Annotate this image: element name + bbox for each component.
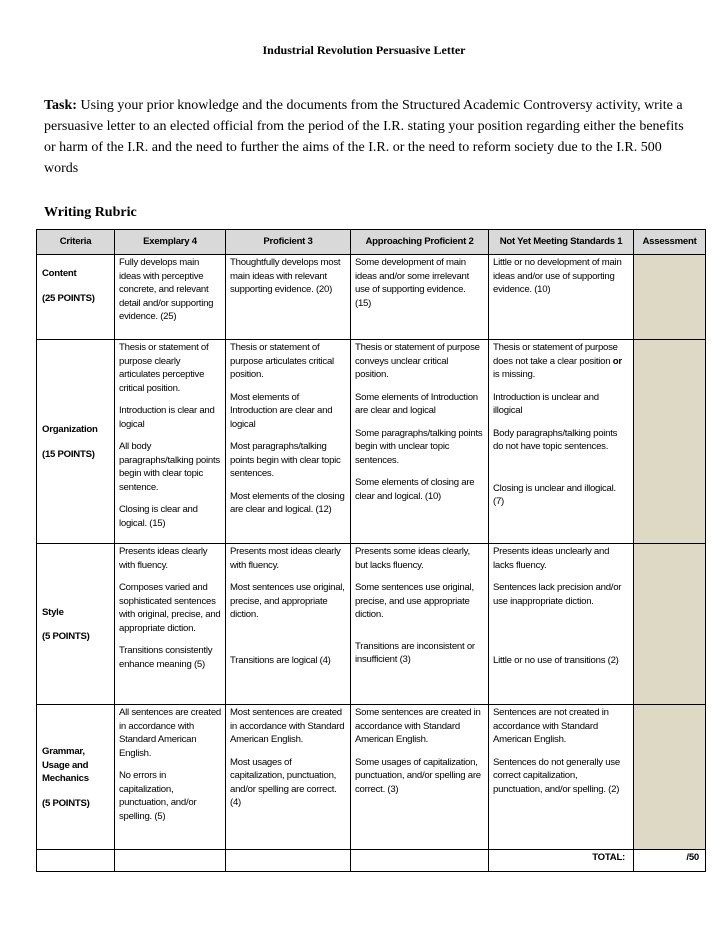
cell-text: Closing is unclear and illogical. (7): [493, 482, 616, 507]
cell-text: Composes varied and sophisticated sentences with original, precise, and appropriate diction.: [119, 582, 221, 634]
criteria-label: Organization: [42, 424, 98, 435]
cell-text: Transitions are logical (4): [230, 654, 331, 666]
cell-text: Thesis or statement of purpose articulates critical position.: [230, 342, 334, 380]
cell-text: Some usages of capitalization, punctuation, and/or spelling are correct. (3): [355, 756, 481, 795]
cell-not-yet: [489, 340, 634, 544]
cell-text: [493, 341, 629, 382]
task-text: Using your prior knowledge and the documents from the Structured Academic Controversy activity, write a persuasive letter to an elected official from the period of the I.R. stating your position regarding either the benefits or harm of the I.R. and the need to further the aims of the I.R. or the need to reform society due to the I.R. 500 words: [44, 98, 684, 176]
cell-text: All sentences are created in accordance with Standard American English.: [119, 707, 222, 759]
cell-proficient: [226, 340, 351, 544]
table-header-row: [37, 230, 706, 255]
criteria-style: [37, 544, 115, 705]
cell-exemplary: [115, 544, 226, 705]
cell-text: Sentences lack precision and/or use inappropriate diction.: [493, 582, 622, 607]
header-assessment: Assessment: [634, 230, 706, 255]
cell-text: Presents some ideas clearly, but lacks fluency.: [355, 546, 470, 571]
criteria-points: (15 POINTS): [42, 448, 95, 460]
cell-text: Some development of main ideas and/or some irrelevant use of supporting evidence. (15): [355, 257, 470, 309]
emphasis-or: or: [612, 355, 622, 367]
cell-not-yet: [489, 705, 634, 850]
cell-text: Little or no development of main ideas and/or use of supporting evidence. (10): [493, 257, 622, 295]
cell-text: All body paragraphs/talking points begin with clear topic sentence.: [119, 441, 220, 493]
cell-text: Transitions are inconsistent or insufficient (3): [355, 640, 475, 665]
empty-cell: [37, 850, 115, 872]
criteria-points: (25 POINTS): [42, 292, 95, 304]
cell-text: Fully develops main ideas with perceptive concrete, and relevant detail and/or supporting evidence. (25): [119, 257, 214, 322]
assessment-cell[interactable]: [634, 544, 706, 705]
criteria-organization: [37, 340, 115, 544]
assessment-cell[interactable]: [634, 255, 706, 340]
cell-text: Most elements of Introduction are clear and logical: [230, 391, 333, 430]
cell-not-yet: [489, 544, 634, 705]
cell-text: No errors in capitalization, punctuation, and/or spelling. (5): [119, 770, 197, 822]
cell-approaching: [351, 544, 489, 705]
cell-not-yet: [489, 255, 634, 340]
total-label: TOTAL:: [489, 850, 634, 872]
criteria-label: Style: [42, 606, 64, 618]
cell-text: Introduction is unclear and illogical: [493, 391, 599, 416]
cell-text: Introduction is clear and logical: [119, 405, 215, 430]
cell-proficient: [226, 544, 351, 705]
cell-text: Closing is clear and logical. (15): [119, 504, 198, 529]
cell-approaching: [351, 705, 489, 850]
task-label: Task:: [44, 98, 77, 113]
criteria-points: (5 POINTS): [42, 631, 90, 642]
cell-proficient: [226, 705, 351, 850]
criteria-content: [37, 255, 115, 340]
text-run: Thesis or statement of purpose does not take a clear position: [493, 342, 618, 367]
cell-exemplary: [115, 705, 226, 850]
empty-cell: [226, 850, 351, 872]
table-row-content: [37, 255, 706, 340]
header-proficient: Proficient 3: [226, 230, 351, 255]
cell-text: Little or no use of transitions (2): [493, 655, 619, 666]
cell-text: Most sentences use original, precise, and appropriate diction.: [230, 582, 345, 620]
cell-text: Most usages of capitalization, punctuation, and/or spelling are correct. (4): [230, 756, 337, 808]
cell-text: Transitions consistently enhance meaning (5): [119, 645, 213, 670]
criteria-grammar: [37, 705, 115, 850]
cell-text: Presents ideas clearly with fluency.: [119, 546, 208, 571]
total-score-cell[interactable]: /50: [634, 850, 706, 872]
document-title: Industrial Revolution Persuasive Letter: [262, 43, 466, 57]
criteria-label: Grammar, Usage and Mechanics: [42, 746, 89, 784]
cell-text: Sentences are not created in accordance with Standard American English.: [493, 707, 609, 745]
criteria-points: (5 POINTS): [42, 797, 90, 809]
cell-text: Most paragraphs/talking points begin with clear topic sentences.: [230, 441, 341, 479]
header-criteria: Criteria: [37, 230, 115, 255]
cell-exemplary: [115, 340, 226, 544]
cell-approaching: [351, 255, 489, 340]
text-run: is missing.: [493, 369, 536, 380]
cell-text: Some sentences use original, precise, and use appropriate diction.: [355, 582, 474, 620]
cell-text: Presents ideas unclearly and lacks fluency.: [493, 546, 610, 571]
cell-text: Thoughtfully develops most main ideas with relevant supporting evidence. (20): [230, 257, 341, 295]
cell-exemplary: [115, 255, 226, 340]
cell-text: Presents most ideas clearly with fluency.: [230, 546, 341, 571]
cell-text: Sentences do not generally use correct capitalization, punctuation, and/or spelling. (2): [493, 756, 620, 795]
criteria-label: Content: [42, 268, 77, 279]
table-row-total: [37, 850, 706, 872]
header-approaching: Approaching Proficient 2: [351, 230, 489, 255]
cell-text: Thesis or statement of purpose conveys unclear critical position.: [355, 342, 480, 380]
assessment-cell[interactable]: [634, 705, 706, 850]
header-exemplary: Exemplary 4: [115, 230, 226, 255]
cell-text: Some elements of closing are clear and logical. (10): [355, 477, 475, 502]
assessment-cell[interactable]: [634, 340, 706, 544]
cell-text: Thesis or statement of purpose clearly articulates perceptive critical position.: [119, 342, 209, 394]
table-row-style: [37, 544, 706, 705]
task-paragraph: [44, 95, 694, 179]
cell-text: Some paragraphs/talking points begin with unclear topic sentences.: [355, 427, 483, 466]
cell-text: Most sentences are created in accordance with Standard American English.: [230, 707, 345, 745]
cell-text: Some sentences are created in accordance with Standard American English.: [355, 707, 481, 745]
cell-proficient: [226, 255, 351, 340]
cell-approaching: [351, 340, 489, 544]
header-not-yet: Not Yet Meeting Standards 1: [489, 230, 634, 255]
table-row-organization: [37, 340, 706, 544]
empty-cell: [351, 850, 489, 872]
rubric-heading: Writing Rubric: [44, 205, 137, 220]
table-row-grammar: [37, 705, 706, 850]
cell-text: Most elements of the closing are clear and logical. (12): [230, 490, 345, 515]
empty-cell: [115, 850, 226, 872]
cell-text: Body paragraphs/talking points do not have topic sentences.: [493, 427, 618, 452]
writing-rubric-table: [36, 229, 706, 872]
cell-text: Some elements of Introduction are clear and logical: [355, 391, 478, 416]
